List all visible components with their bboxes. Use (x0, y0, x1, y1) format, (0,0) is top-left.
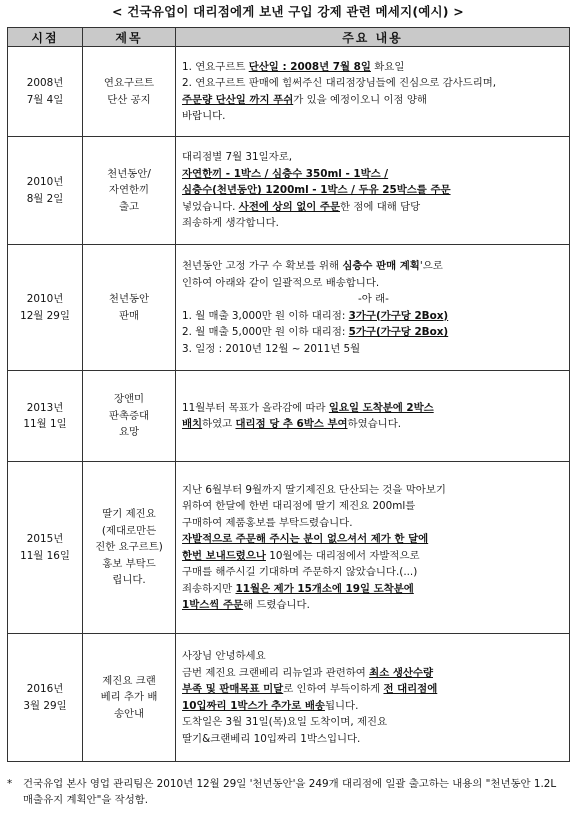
content-line (182, 308, 565, 325)
header-subject: 제목 (83, 28, 176, 47)
date-line: 2010년 (26, 293, 64, 305)
content-segment: 심층수 판매 계획 (342, 260, 420, 272)
content-segment: 10월에는 대리점에서 자발적으로 (265, 549, 420, 562)
content-segment: 1. 연요구르트 (182, 60, 249, 73)
row-date (8, 371, 83, 462)
content-line (182, 564, 565, 581)
content-segment: 대리점 당 추 6박스 부여 (235, 418, 348, 430)
content-segment: 지난 6월부터 9월까지 딸기제진요 단산되는 것을 막아보기 (182, 483, 446, 496)
row-subject (83, 137, 176, 245)
content-segment: 1. 월 매출 3,000만 원 이하 대리점: (182, 309, 349, 322)
subject-line: 천년동안/ (107, 167, 151, 180)
subject-line: 천년동안 (108, 293, 150, 305)
content-line (182, 665, 565, 682)
content-segment: 주문량 단산일 까지 푸쉬 (182, 93, 294, 106)
content-line (182, 416, 565, 433)
subject-line: 연요구르트 (103, 77, 155, 89)
table-row (8, 245, 570, 371)
content-segment: 금번 제진요 크랜베리 리뉴얼과 관련하여 (182, 666, 370, 679)
content-segment: 하였습니다. (347, 418, 402, 430)
content-segment: '으로 (419, 260, 443, 272)
content-segment: 천년동안 고정 가구 수 확보를 위해 (182, 260, 343, 272)
subject-line: 자연한끼 (108, 184, 150, 197)
content-segment: 부족 및 판매목표 미달 (182, 683, 284, 695)
table-header-row (8, 28, 570, 47)
subject-line: 송안내 (113, 707, 145, 720)
date-line: 2015년 (26, 533, 64, 545)
content-line (182, 515, 565, 532)
date-line: 2016년 (26, 683, 64, 695)
content-line (182, 581, 565, 598)
content-segment: 2. 연요구르트 판매에 힘써주신 대리점장님들에 진심으로 감사드리며, (182, 77, 497, 89)
date-line: 12월 29일 (20, 309, 70, 322)
table-row (8, 371, 570, 462)
content-segment: 2. 월 매출 5,000만 원 이하 대리점: (182, 326, 349, 338)
subject-line: 단산 공지 (107, 93, 151, 106)
content-segment: 3가구(가구당 2Box) (348, 309, 449, 322)
content-segment: 최소 생산수량 (369, 666, 433, 679)
content-segment: 됩니다. (324, 699, 359, 712)
content-segment: 위하여 한달에 한번 대리점에 딸기 제진요 200ml를 (182, 500, 416, 512)
content-line (182, 548, 565, 565)
content-line (182, 149, 565, 166)
content-line (182, 275, 565, 292)
content-line (182, 681, 565, 698)
content-segment: 딸기&크랜베리 10입짜리 1박스입니다. (182, 732, 361, 745)
content-segment: 전 대리점에 (383, 683, 438, 695)
content-line (182, 75, 565, 92)
content-segment: 일요일 도착분에 2박스 (328, 401, 434, 414)
content-line (182, 731, 565, 748)
row-content (176, 462, 570, 634)
date-line: 11월 1일 (23, 418, 67, 430)
content-segment: 하였고 (202, 418, 236, 430)
content-segment: -아 래- (358, 293, 389, 305)
subject-line: 요망 (118, 426, 140, 439)
content-segment: 자발적으로 주문해 주시는 분이 없으셔서 제가 한 달에 (182, 533, 429, 545)
subject-line: 제진요 크랜 (102, 674, 156, 687)
content-segment: 자연한끼 - 1박스 / 심층수 350ml - 1박스 / (182, 167, 389, 180)
row-content (176, 47, 570, 137)
row-content (176, 137, 570, 245)
content-segment: 구매하여 제품홍보를 부탁드렸습니다. (182, 516, 353, 529)
footnote-text: 건국유업 본사 영업 관리팀은 2010년 12월 29일 '천년동안'을 249개 대리점에 일괄 출고하는 내용의 "천년동안 1.2L 매출유지 계획안"을 작성함. (23, 778, 557, 806)
content-line (182, 92, 565, 109)
content-segment: 넣었습니다. (182, 200, 239, 213)
footnote-mark: * (7, 778, 13, 790)
content-line (182, 199, 565, 216)
content-line (182, 291, 565, 308)
content-segment: 심층수(천년동안) 1200ml - 1박스 / 두유 25박스를 주문 (182, 184, 451, 197)
content-segment: 한 점에 대해 담당 (340, 200, 421, 213)
message-table (7, 27, 570, 762)
subject-line: 판매 (118, 309, 140, 322)
content-segment: 대리점별 7월 31일자로, (182, 151, 293, 164)
content-line (182, 59, 565, 76)
subject-line: 딸기 제진요 (102, 508, 156, 521)
content-segment: 해 드렸습니다. (243, 599, 310, 611)
content-segment: 로 인하여 부득이하게 (283, 683, 384, 695)
content-line (182, 215, 565, 232)
subject-line: 홍보 부탁드 (102, 557, 156, 570)
row-content (176, 245, 570, 371)
content-line (182, 482, 565, 499)
table-row (8, 634, 570, 762)
content-line (182, 324, 565, 341)
content-line (182, 698, 565, 715)
content-segment: 사장님 안녕하세요 (182, 650, 266, 662)
subject-line: 진한 요구르트) (95, 541, 163, 554)
content-segment: 구매를 해주시길 기대하며 주문하지 않았습니다.(...) (182, 566, 418, 578)
content-line (182, 714, 565, 731)
content-line (182, 182, 565, 199)
table-row (8, 137, 570, 245)
content-line (182, 498, 565, 515)
row-subject (83, 371, 176, 462)
content-line (182, 258, 565, 275)
date-line: 2008년 (26, 77, 64, 89)
subject-line: 장앤미 (113, 393, 145, 406)
row-date (8, 634, 83, 762)
row-date (8, 245, 83, 371)
content-line (182, 400, 565, 417)
content-line (182, 166, 565, 183)
row-date (8, 47, 83, 137)
content-segment: 도착일은 3월 31일(목)요일 도착이며, 제진요 (182, 716, 388, 728)
header-content: 주요 내용 (176, 28, 570, 47)
row-date (8, 137, 83, 245)
content-segment: 인하여 아래와 같이 일괄적으로 배송합니다. (182, 276, 380, 289)
subject-line: 립니다. (112, 574, 146, 587)
subject-line: 판촉증대 (108, 409, 150, 422)
row-content (176, 371, 570, 462)
content-segment: 단산일 : 2008년 7월 8일 (248, 60, 371, 73)
header-date: 시점 (8, 28, 83, 47)
content-segment: 한번 보내드렸으나 (182, 549, 266, 562)
content-line (182, 341, 565, 358)
content-segment: 5가구(가구당 2Box) (348, 326, 449, 338)
row-subject (83, 47, 176, 137)
content-segment: 배치 (182, 418, 203, 430)
row-subject (83, 462, 176, 634)
content-segment: 11월부터 목표가 올라감에 따라 (182, 401, 329, 414)
row-subject (83, 634, 176, 762)
table-row (8, 462, 570, 634)
content-segment: 바랍니다. (182, 110, 226, 122)
date-line: 11월 16일 (20, 549, 70, 562)
subject-line: 베리 추가 배 (100, 691, 158, 704)
content-segment: 1박스씩 주문 (182, 599, 244, 611)
subject-line: 출고 (118, 200, 140, 213)
content-line (182, 108, 565, 125)
table-row (8, 47, 570, 137)
content-segment: 화요일 (370, 60, 405, 73)
date-line: 3월 29일 (23, 699, 67, 712)
content-segment: 3. 일정 : 2010년 12월 ~ 2011년 5월 (182, 342, 361, 355)
content-segment: 사전에 상의 없이 주문 (238, 200, 340, 213)
date-line: 7월 4일 (26, 93, 64, 106)
subject-line: (제대로만든 (101, 524, 157, 537)
content-line (182, 597, 565, 614)
content-segment: 죄송하지만 (182, 582, 236, 595)
content-segment: 가 있을 예정이오니 이점 양해 (293, 93, 427, 106)
table-body (8, 47, 570, 762)
content-segment: 죄송하게 생각합니다. (182, 217, 279, 230)
content-segment: 11월은 제가 15개소에 19일 도착분에 (235, 582, 414, 595)
row-date (8, 462, 83, 634)
row-subject (83, 245, 176, 371)
row-content (176, 634, 570, 762)
footnote (7, 776, 567, 808)
date-line: 8월 2일 (26, 192, 64, 205)
content-segment: 10입짜리 1박스가 추가로 배송 (182, 699, 325, 712)
content-line (182, 648, 565, 665)
date-line: 2010년 (26, 176, 64, 188)
page-title: < 건국유업이 대리점에게 보낸 구입 강제 관련 메세지(예시) > (112, 4, 464, 19)
date-line: 2013년 (26, 401, 64, 414)
content-line (182, 531, 565, 548)
